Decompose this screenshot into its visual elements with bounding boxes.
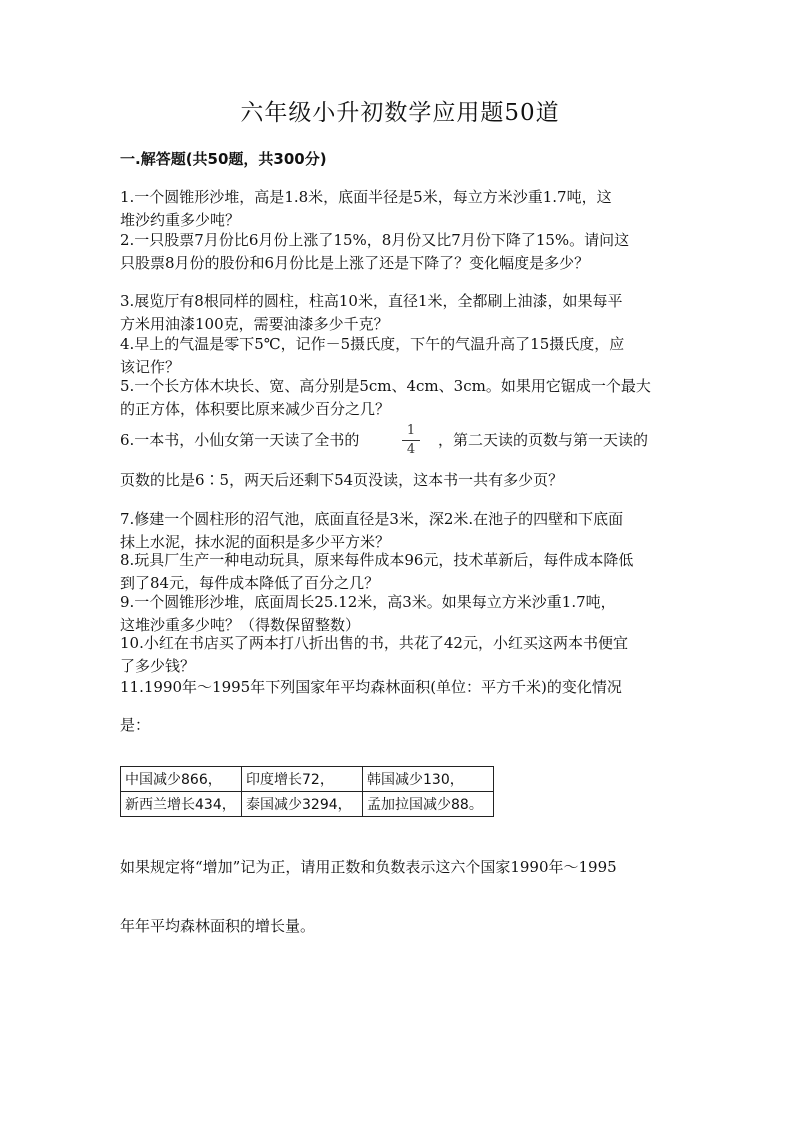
question-line: 方米用油漆100克，需要油漆多少千克？ xyxy=(120,314,389,333)
table-cell: 韩国减少130， xyxy=(363,767,494,792)
question-line: 10.小红在书店买了两本打八折出售的书，共花了42元，小红买这两本书便宜 xyxy=(120,634,628,652)
question-line: 了多少钱？ xyxy=(120,656,196,675)
question-4 xyxy=(120,333,680,378)
table-cell: 孟加拉国减少88。 xyxy=(363,792,494,817)
table-row xyxy=(121,792,494,817)
question-line: 3.展览厅有8根同样的圆柱，柱高10米，直径1米，全都刷上油漆，如果每平 xyxy=(120,292,623,310)
question-7 xyxy=(120,508,680,553)
table-cell: 新西兰增长434， xyxy=(121,792,242,817)
question-line: 这堆沙重多少吨？（得数保留整数） xyxy=(120,615,361,634)
question-line: 到了84元，每件成本降低了百分之几？ xyxy=(120,573,380,592)
page-title: 六年级小升初数学应用题50道 xyxy=(240,100,560,126)
question-line: 8.玩具厂生产一种电动玩具，原来每件成本96元，技术革新后，每件成本降低 xyxy=(120,551,634,569)
fraction-one-quarter xyxy=(400,424,422,457)
question-10 xyxy=(120,632,680,677)
question-line: 只股票8月份的股份和6月份比是上涨了还是下降了？变化幅度是多少？ xyxy=(120,253,590,272)
section-heading: 一.解答题(共50题，共300分) xyxy=(120,150,327,168)
question-6-part-b: ，第二天读的页数与第一天读的 xyxy=(438,431,649,449)
fraction-bar xyxy=(402,440,420,441)
question-line: 2.一只股票7月份比6月份上涨了15%，8月份又比7月份下降了15%。请问这 xyxy=(120,231,630,249)
fraction-denominator: 4 xyxy=(406,442,416,457)
question-line: 9.一个圆锥形沙堆，底面周长25.12米，高3米。如果每立方米沙重1.7吨， xyxy=(120,593,616,611)
question-6-part-c: 页数的比是6∶5，两天后还剩下54页没读，这本书一共有多少页？ xyxy=(120,471,564,489)
question-2 xyxy=(120,229,680,274)
question-line: 4.早上的气温是零下5℃，记作－5摄氏度，下午的气温升高了15摄氏度，应 xyxy=(120,335,625,353)
forest-change-table xyxy=(120,766,494,817)
question-5 xyxy=(120,375,680,420)
question-line: 堆沙约重多少吨？ xyxy=(120,210,241,229)
table-cell: 中国减少866， xyxy=(121,767,242,792)
question-11-intro: 11.1990年～1995年下列国家年平均森林面积(单位：平方千米)的变化情况 xyxy=(120,678,622,696)
question-line: 该记作？ xyxy=(120,357,181,376)
table-row xyxy=(121,767,494,792)
question-11-intro-cont: 是： xyxy=(120,716,151,734)
question-line: 1.一个圆锥形沙堆，高是1.8米，底面半径是5米，每立方米沙重1.7吨，这 xyxy=(120,188,612,206)
question-line: 7.修建一个圆柱形的沼气池，底面直径是3米，深2米.在池子的四壁和下底面 xyxy=(120,510,624,528)
table-cell: 印度增长72， xyxy=(242,767,363,792)
table-cell: 泰国减少3294， xyxy=(242,792,363,817)
question-line: 抹上水泥，抹水泥的面积是多少平方米？ xyxy=(120,532,391,551)
question-line: 5.一个长方体木块长、宽、高分别是5cm、4cm、3cm。如果用它锯成一个最大 xyxy=(120,377,651,395)
question-9 xyxy=(120,591,680,636)
question-1 xyxy=(120,186,680,231)
question-line: 的正方体，体积要比原来减少百分之几？ xyxy=(120,399,391,418)
question-6-part-a: 6.一本书，小仙女第一天读了全书的 xyxy=(120,431,360,449)
question-11-instruction-cont: 年年平均森林面积的增长量。 xyxy=(120,917,316,935)
fraction-numerator: 1 xyxy=(406,423,416,438)
question-11-instruction: 如果规定将“增加”记为正，请用正数和负数表示这六个国家1990年～1995 xyxy=(120,858,617,876)
question-8 xyxy=(120,549,680,594)
question-3 xyxy=(120,290,680,335)
